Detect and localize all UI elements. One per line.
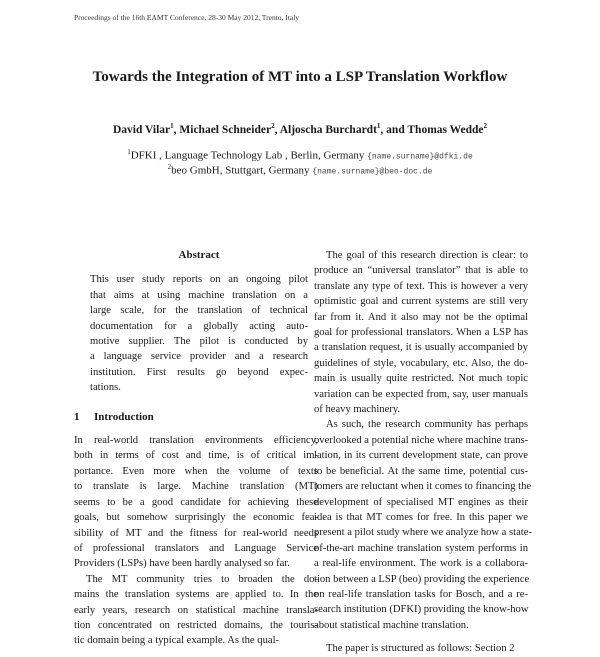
author-affil-marker: 1: [376, 122, 381, 130]
text-line: that aims at using machine translation on a: [90, 289, 308, 301]
text-line: both in terms of cost and time, is of critical im-: [74, 450, 318, 462]
right-paragraph-1: [314, 248, 528, 417]
author-name: David Vilar: [112, 123, 171, 136]
text-line: In real-world translation environments efficiency,: [74, 435, 318, 447]
abstract-heading: Abstract: [178, 249, 220, 261]
author-affil-marker: 1: [170, 122, 174, 130]
section-title: Introduction: [94, 410, 154, 423]
affil-text: beo GmbH, Stuttgart, Germany: [171, 164, 310, 177]
text-line: large scale, for the translation of technical: [90, 305, 308, 317]
text-line: sibility of MT and the fitness for real-world needs: [74, 527, 318, 539]
text-line: overlooked a potential niche where machine trans-: [314, 434, 529, 446]
author-name: Aljoscha Burchardt: [279, 123, 377, 136]
text-line: optimistic goal and current systems are still very: [314, 296, 528, 308]
affil-email: {name.surname}@dfki.de: [367, 152, 473, 162]
text-line: a translation request, it is usually accompanied by: [314, 342, 528, 354]
text-line: tion concentrated on restricted domains, the touris-: [74, 619, 318, 631]
text-line: about statistical machine translation.: [314, 619, 469, 631]
text-line: early years, research on statistical machine transla-: [74, 604, 318, 616]
text-line: This user study reports on an ongoing pilot: [90, 274, 308, 286]
right-column: [314, 248, 532, 657]
intro-paragraph-1: [74, 433, 318, 572]
author-name: Michael Schneider: [179, 123, 272, 136]
text-line: on real-life translation tasks for Bosch, and a re-: [314, 588, 528, 600]
text-line: tomers are reluctant when it comes to financing the: [314, 481, 532, 493]
text-line: goals, but somehow surprisingly the economic fea-: [74, 512, 318, 524]
paragraph-gap: [314, 633, 528, 641]
affiliation-dfki: [0, 148, 600, 162]
affiliation-beo: [0, 163, 600, 177]
text-line: tic domain being a typical example. As the qual-: [74, 635, 280, 647]
paper-title: Towards the Integration of MT into a LSP Translation Workflow: [92, 69, 508, 85]
affil-marker: 2: [167, 163, 172, 171]
author-name: and Thomas Wedde: [386, 123, 484, 136]
text-line: to be beneficial. At the same time, potential cus-: [314, 465, 528, 477]
text-line: tion between a LSP (beo) providing the experience: [314, 573, 530, 585]
text-line: institution. First results go beyond expec-: [90, 366, 308, 378]
abstract-body: [88, 272, 310, 395]
text-line: a language service provider and a research: [90, 351, 308, 363]
affil-text: DFKI , Language Technology Lab , Berlin, Germany: [130, 149, 365, 162]
text-line: documentation for a globally acting auto-: [90, 320, 308, 332]
affil-marker: 1: [127, 148, 131, 156]
text-line: tations.: [90, 382, 121, 394]
text-line: idea is that MT comes for free. In this paper we: [314, 511, 528, 523]
text-line: Providers (LSPs) have been hardly analysed so far.: [74, 558, 290, 570]
text-line: to translate is large. Machine translation (MT): [74, 481, 318, 493]
left-column: [74, 248, 318, 649]
author-affil-marker: 2: [271, 122, 275, 130]
author-affil-marker: 2: [483, 122, 488, 130]
text-line: portance. Even more when the volume of texts: [74, 465, 318, 477]
section-number: 1: [74, 410, 80, 423]
text-line: translate any type of text. This is however a very: [314, 280, 528, 292]
text-line: main is usually quite restricted. Not much topic: [314, 373, 528, 385]
text-line: lation, in its current development state, can prove: [314, 450, 528, 462]
text-line: guidelines of style, vocabulary, etc. Also, the do-: [314, 357, 528, 369]
text-line: motive supplier. The pilot is conducted by: [90, 336, 308, 348]
text-line: produce an “universal translator” that is able to: [314, 265, 528, 277]
text-line: of heavy machinery.: [314, 404, 401, 416]
text-line: goal for professional translators. When a LSP has: [314, 327, 528, 339]
text-line: development of specialised MT engines as their: [314, 496, 528, 508]
right-paragraph-3: [314, 641, 528, 656]
text-line: present a pilot study where we analyze how a state-: [314, 527, 532, 539]
text-line: The MT community tries to broaden the do-: [86, 573, 318, 585]
affil-email: {name.surname}@beo-doc.de: [312, 167, 433, 177]
right-paragraph-2: [314, 417, 532, 633]
section-heading-introduction: [74, 410, 310, 425]
intro-paragraph-2: [74, 572, 318, 649]
text-line: search institution (DFKI) providing the know-how: [314, 604, 529, 616]
text-line: mains the translation systems are applied to. In the: [74, 589, 318, 601]
text-line: The paper is structured as follows: Section 2: [326, 643, 515, 655]
text-line: As such, the research community has perhaps: [326, 419, 528, 431]
author-list: David Vilar$^1$, Michael Schneider$^2$, Aljoscha Burchardt$^1$, and Thomas Wedde$^2$: [112, 122, 488, 136]
running-head: Proceedings of the 16th EAMT Conference, 28-30 May 2012, Trento, Italy: [74, 13, 300, 22]
text-line: a real-life environment. The work is a collabora-: [314, 558, 528, 570]
text-line: of-the-art machine translation system performs in: [314, 542, 528, 554]
text-line: The goal of this research direction is clear: to: [326, 250, 528, 261]
text-line: of professional translators and Language Service: [74, 542, 318, 554]
text-line: variation can be expected from, say, user manuals: [314, 388, 528, 400]
text-line: seems to be a good candidate for achieving these: [74, 496, 318, 508]
text-line: far from it. And it also may not be the optimal: [314, 311, 528, 323]
